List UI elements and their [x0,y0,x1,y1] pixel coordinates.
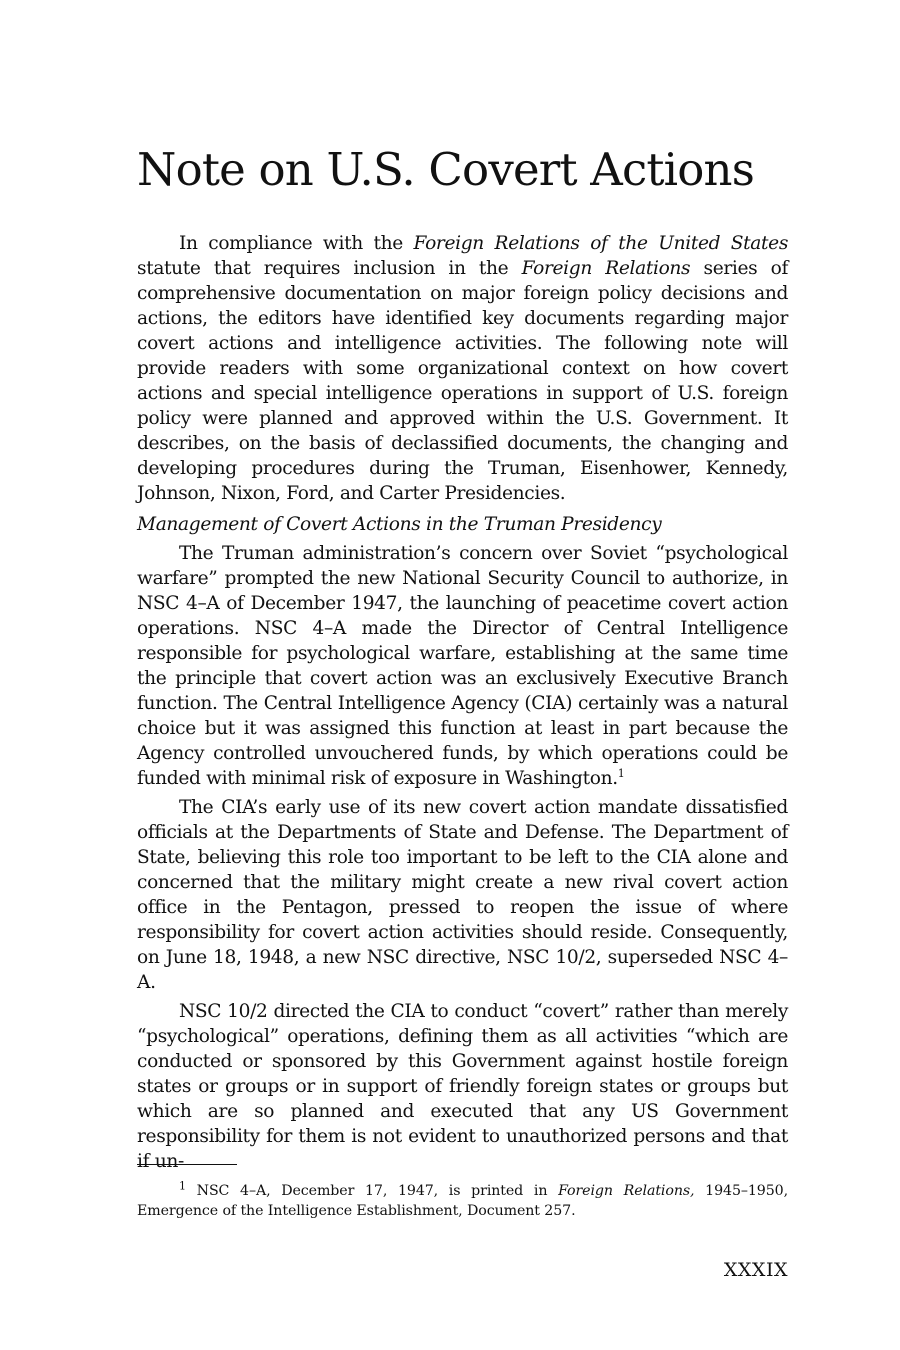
paragraph-nsc-10-2: NSC 10/2 directed the CIA to conduct “covert” rather than merely “psychological” operations, defining them as all activities “which are conducted or sponsored by this Government against hostile foreign states or groups or in support of friendly foreign states or groups but which are so planned and executed that any US Government responsibility for them is not evident to unauthorized persons and that if un- [137,1001,788,1172]
paragraph-truman-text: The Truman administration’s concern over Soviet “psychological warfare” prompted the new National Security Council to authorize, in NSC 4–A of December 1947, the launching of peacetime covert action operations. NSC 4–A made the Director of Central Intelligence responsible for psychological warfare, establishing at the same time the principle that covert action was an exclusively Executive Branch function. The Central Intelligence Agency (CIA) certainly was a natural choice but it was assigned this function at least in part because the Agency controlled unvouchered funds, by which operations could be funded with minimal risk of exposure in Washington. [137,543,788,789]
section-heading: Management of Covert Actions in the Truman Presidency [137,514,662,535]
intro-italic-2: Foreign Relations [521,258,691,279]
page-number: XXXIX [723,1259,788,1281]
footnote-marker: 1 [179,1179,186,1193]
intro-text-1: In compliance with the [179,233,414,254]
footnote-reference[interactable]: 1 [617,766,625,780]
page-title: Note on U.S. Covert Actions [137,143,755,196]
footnote-divider [137,1164,237,1165]
intro-italic-1: Foreign Relations of the United States [413,233,789,254]
intro-paragraph [137,231,788,506]
footnote-text-1: NSC 4–A, December 17, 1947, is printed in [185,1183,559,1199]
body-text [137,231,788,1174]
footnote-italic: Foreign Relations, [558,1183,695,1199]
footnote-text-2: 1945–1950, Emergence of the Intelligence Establishment, Document 257. [137,1183,788,1219]
intro-text-3: series of comprehensive documentation on major foreign policy decisions and actions, the editors have identified key documents regarding major covert actions and intelligence activities. The following note will provide readers with some organizational context on how covert actions and special intelligence operations in support of U.S. foreign policy were planned and approved within the U.S. Government. It describes, on the basis of declassified documents, the changing and developing procedures during the Truman, Eisenhower, Kennedy, Johnson, Nixon, Ford, and Carter Presidencies. [137,258,788,504]
paragraph-cia: The CIA’s early use of its new covert action mandate dissatisfied officials at the Departments of State and Defense. The Department of State, believing this role too important to be left to the CIA alone and concerned that the military might create a new rival covert action office in the Pentagon, pressed to reopen the issue of where responsibility for covert action activities should reside. Consequently, on June 18, 1948, a new NSC directive, NSC 10/2, superseded NSC 4–A. [137,797,788,993]
paragraph-truman [137,541,788,791]
footnote [137,1181,788,1221]
intro-text-2: statute that requires inclusion in the [137,258,522,279]
